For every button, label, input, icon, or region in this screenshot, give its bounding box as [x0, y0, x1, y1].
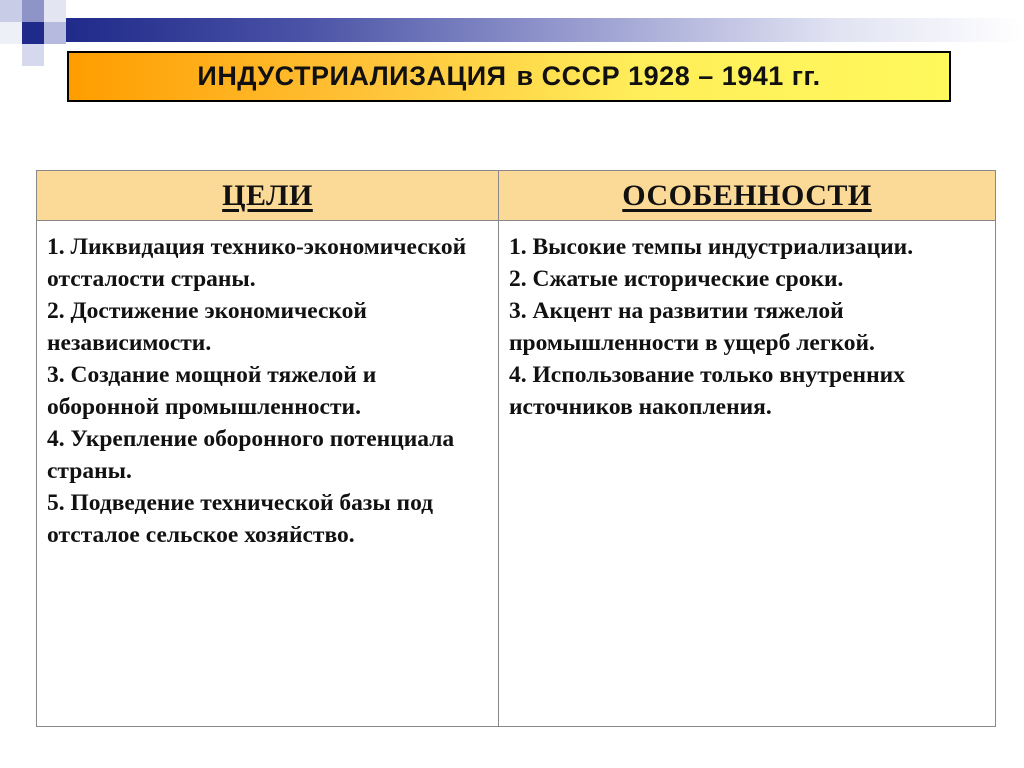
- goals-header-cell: [37, 171, 498, 221]
- feature-item: 2. Сжатые исторические сроки.: [509, 266, 844, 292]
- goals-header: ЦЕЛИ: [222, 178, 313, 212]
- feature-item: 1. Высокие темпы индустриализации.: [509, 234, 914, 260]
- decorative-square: [22, 22, 44, 44]
- goal-item: 5. Подведение технической базы под отсталое сельское хозяйство.: [47, 490, 434, 548]
- decorative-square: [0, 0, 22, 22]
- goal-item: 2. Достижение экономической независимости.: [47, 298, 367, 356]
- decorative-square: [44, 0, 66, 22]
- feature-item: 3. Акцент на развитии тяжелой промышленности в ущерб легкой.: [509, 298, 875, 356]
- features-body: [499, 221, 995, 423]
- features-header-cell: [499, 171, 995, 221]
- goal-item: 1. Ликвидация технико-экономической отсталости страны.: [47, 234, 467, 292]
- slide-title: [197, 61, 820, 92]
- goal-item: 3. Создание мощной тяжелой и оборонной промышленности.: [47, 362, 377, 420]
- features-column: [499, 171, 995, 726]
- decorative-square: [44, 22, 66, 44]
- decorative-square: [22, 0, 44, 22]
- features-header: ОСОБЕННОСТИ: [622, 178, 872, 212]
- feature-item: 4. Использование только внутренних источников накопления.: [509, 362, 905, 420]
- decorative-square: [0, 22, 22, 44]
- decorative-square: [22, 44, 44, 66]
- title-banner: [67, 51, 951, 102]
- title-rest: в СССР 1928 – 1941 гг.: [516, 61, 821, 91]
- goals-body: [37, 221, 498, 551]
- goal-item: 4. Укрепление оборонного потенциала страны.: [47, 426, 455, 484]
- comparison-table: [36, 170, 996, 727]
- top-gradient-bar: [66, 18, 1024, 42]
- goals-column: [37, 171, 499, 726]
- title-main: ИНДУСТРИАЛИЗАЦИЯ: [197, 61, 507, 91]
- decorative-square: [0, 44, 22, 66]
